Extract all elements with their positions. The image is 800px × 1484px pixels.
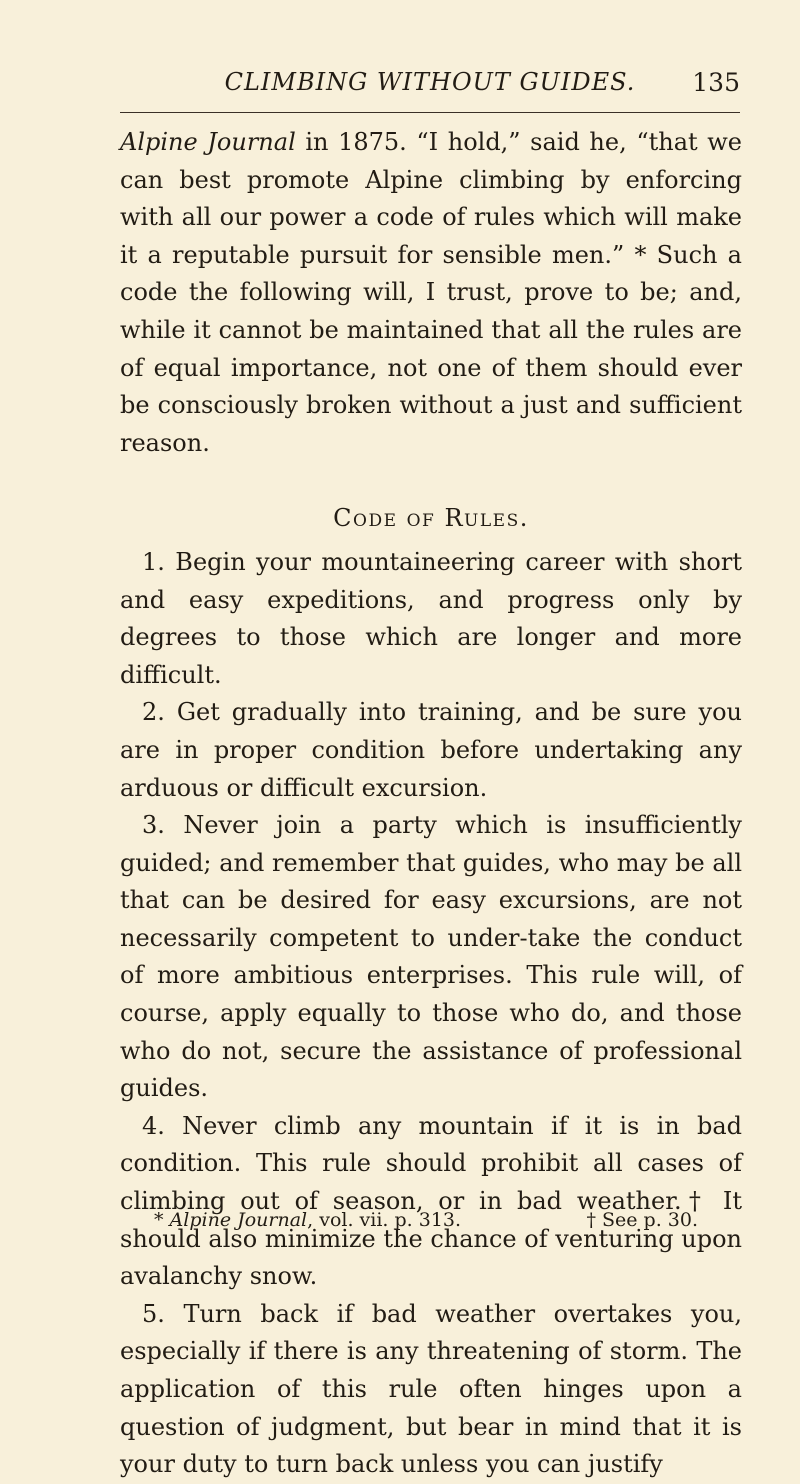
rule-1: 1. Begin your mountaineering career with short and easy expeditions, and progress only by degrees to those which are longer and more difficult. bbox=[120, 547, 742, 689]
opening-paragraph bbox=[120, 124, 742, 462]
footnote-1 bbox=[120, 1209, 461, 1231]
rule-3: 3. Never join a party which is insufficiently guided; and remember that guides, who may be all that can be desired for easy excursions, are not necessarily competent to under-take the conduct of more ambitious enterprises. This rule will, of course, apply equally to those who do, and those who do not, secure the assistance of professional guides. bbox=[120, 811, 742, 1103]
footnote-1-marker: * bbox=[154, 1209, 170, 1231]
footnote-1-journal: Alpine Journal bbox=[169, 1209, 308, 1231]
page-header bbox=[120, 68, 740, 116]
opening-paragraph-text: in 1875. “I hold,” said he, “that we can best promote Alpine climbing by enforcing with all our power a code of rules which will make it a reputable pursuit for sensible men.” * Such a code the following will, I trust, prove to be; and, while it cannot be maintained that all the rules are of equal importance, not one of them should ever be consciously broken without a just and sufficient reason. bbox=[120, 128, 742, 457]
header-rule bbox=[120, 112, 740, 113]
footnote-1-citation: , vol. vii. p. 313. bbox=[307, 1209, 462, 1231]
running-title: CLIMBING WITHOUT GUIDES. bbox=[224, 68, 636, 96]
rule-5: 5. Turn back if bad weather overtakes you, especially if there is any threatening of storm. The application of this rule often hinges upon a question of judgment, but bear in mind that it is your duty to turn back unless you can justify bbox=[120, 1299, 742, 1479]
section-heading: Code of Rules. bbox=[333, 504, 529, 533]
body-text bbox=[120, 124, 742, 1484]
rule-4: 4. Never climb any mountain if it is in bad condition. This rule should prohibit all cases of climbing out of season, or in bad weather.† It should also minimize the chance of venturing upon avalanchy snow. bbox=[120, 1111, 742, 1291]
journal-title: Alpine Journal bbox=[120, 128, 296, 156]
footnotes bbox=[120, 1209, 742, 1231]
page-number: 135 bbox=[692, 68, 740, 97]
rule-2: 2. Get gradually into training, and be sure you are in proper condition before undertaking any arduous or difficult excursion. bbox=[120, 698, 742, 802]
footnote-2: † See p. 30. bbox=[586, 1209, 698, 1231]
